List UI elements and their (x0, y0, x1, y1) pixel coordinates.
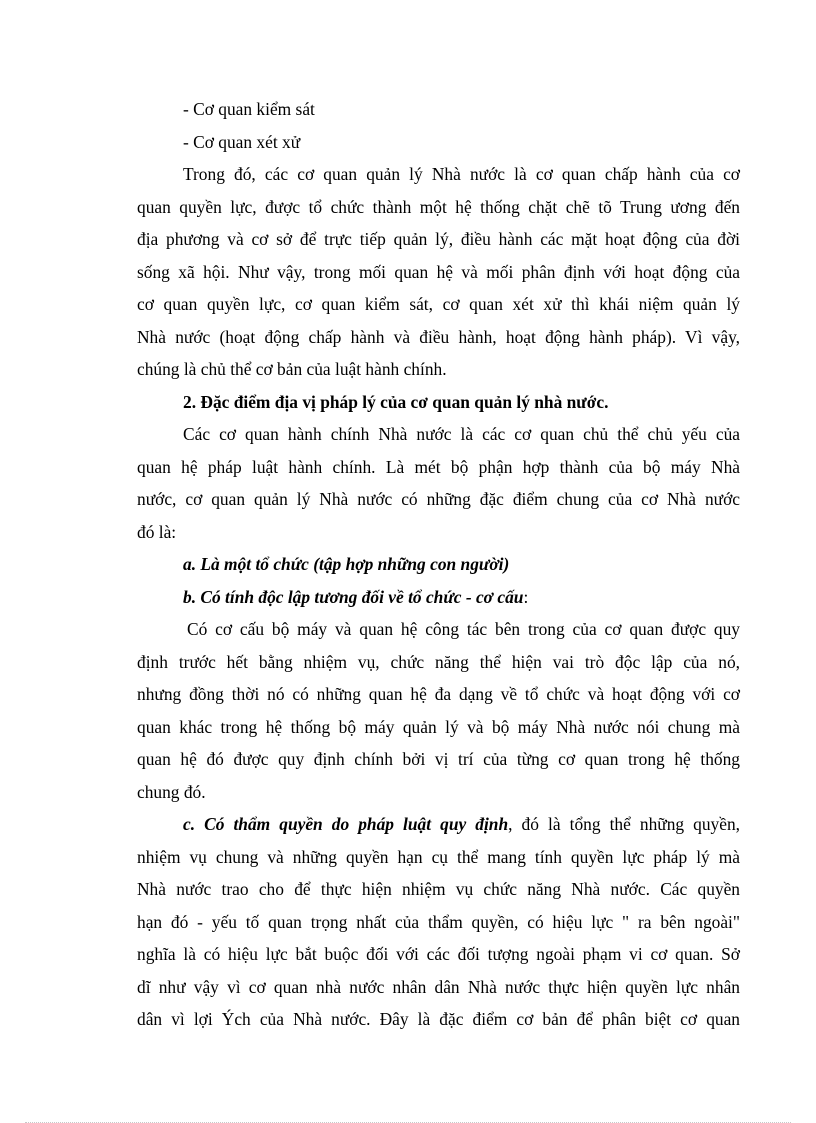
document-body (137, 93, 740, 1036)
paragraph-line: quan quyền lực, được tổ chức thành một hệ thống chặt chẽ tõ Trung ương đến (137, 196, 740, 217)
paragraph-line: dĩ như vậy vì cơ quan nhà nước nhân dân Nhà nước thực hiện quyền lực nhân (137, 976, 740, 997)
paragraph-line: nghĩa là có hiệu lực bắt buộc đối với các đối tượng ngoài phạm vi cơ quan. Sở (137, 944, 740, 964)
paragraph-line: chúng là chủ thể cơ bản của luật hành chính. (137, 359, 447, 379)
paragraph-line: đó là: (137, 521, 177, 542)
paragraph-line: cơ quan quyền lực, cơ quan kiểm sát, cơ quan xét xử thì khái niệm quản lý (137, 294, 740, 314)
paragraph-line: hạn đó - yếu tố quan trọng nhất của thẩm quyền, có hiệu lực " ra bên ngoài" (137, 911, 740, 932)
paragraph-line: Trong đó, các cơ quan quản lý Nhà nước là cơ quan chấp hành của cơ (183, 164, 740, 184)
subheading-b: b. Có tính độc lập tương đối về tổ chức - cơ cấu (183, 586, 524, 607)
paragraph-line: quan hệ pháp luật hành chính. Là mét bộ phận hợp thành của bộ máy Nhà (137, 456, 740, 477)
paragraph-line: Nhà nước (hoạt động chấp hành và điều hành, hoạt động hành pháp). Vì vậy, (137, 326, 740, 347)
paragraph-line: nhiệm vụ chung và những quyền hạn cụ thể mang tính quyền lực pháp lý mà (137, 846, 740, 867)
subheading-b-colon: : (523, 586, 529, 607)
subheading-c-rest: , đó là tổng thể những quyền, (508, 814, 741, 834)
paragraph-line: định trước hết bằng nhiệm vụ, chức năng thể hiện vai trò độc lập của nó, (137, 651, 740, 672)
subheading-b-line (137, 581, 740, 614)
paragraph-line: nước, cơ quan quản lý Nhà nước có những đặc điểm chung của cơ Nhà nước (137, 489, 740, 509)
paragraph-line: chung đó. (137, 781, 206, 802)
paragraph-line: nhưng đồng thời nó có những quan hệ đa dạng về tổ chức và hoạt động với cơ (137, 684, 740, 704)
paragraph-line: quan khác trong hệ thống bộ máy quản lý và bộ máy Nhà nước nói chung mà (137, 716, 740, 737)
paragraph-line: Có cơ cấu bộ máy và quan hệ công tác bên trong của cơ quan được quy (187, 619, 740, 639)
paragraph-line: Các cơ quan hành chính Nhà nước là các cơ quan chủ thể chủ yếu của (183, 424, 740, 444)
paragraph-line: địa phương và cơ sở để trực tiếp quản lý, điều hành các mặt hoạt động của đời (137, 229, 740, 249)
paragraph-line: Nhà nước trao cho để thực hiện nhiệm vụ chức năng Nhà nước. Các quyền (137, 879, 740, 899)
subheading-a: a. Là một tổ chức (tập hợp những con người) (183, 554, 510, 574)
paragraph-line: quan hệ đó được quy định chính bởi vị trí của từng cơ quan trong hệ thống (137, 749, 740, 769)
section-heading: 2. Đặc điểm địa vị pháp lý của cơ quan quản lý nhà nước. (183, 391, 609, 412)
paragraph-line: sống xã hội. Như vậy, trong mối quan hệ và mối phân định với hoạt động của (137, 261, 740, 282)
list-item: - Cơ quan xét xử (183, 131, 301, 152)
subheading-c: c. Có thẩm quyền do pháp luật quy định (183, 814, 509, 834)
list-item: - Cơ quan kiểm sát (183, 99, 315, 119)
paragraph-line: dân vì lợi Ých của Nhà nước. Đây là đặc điểm cơ bản để phân biệt cơ quan (137, 1009, 740, 1029)
subheading-c-line (137, 808, 740, 841)
